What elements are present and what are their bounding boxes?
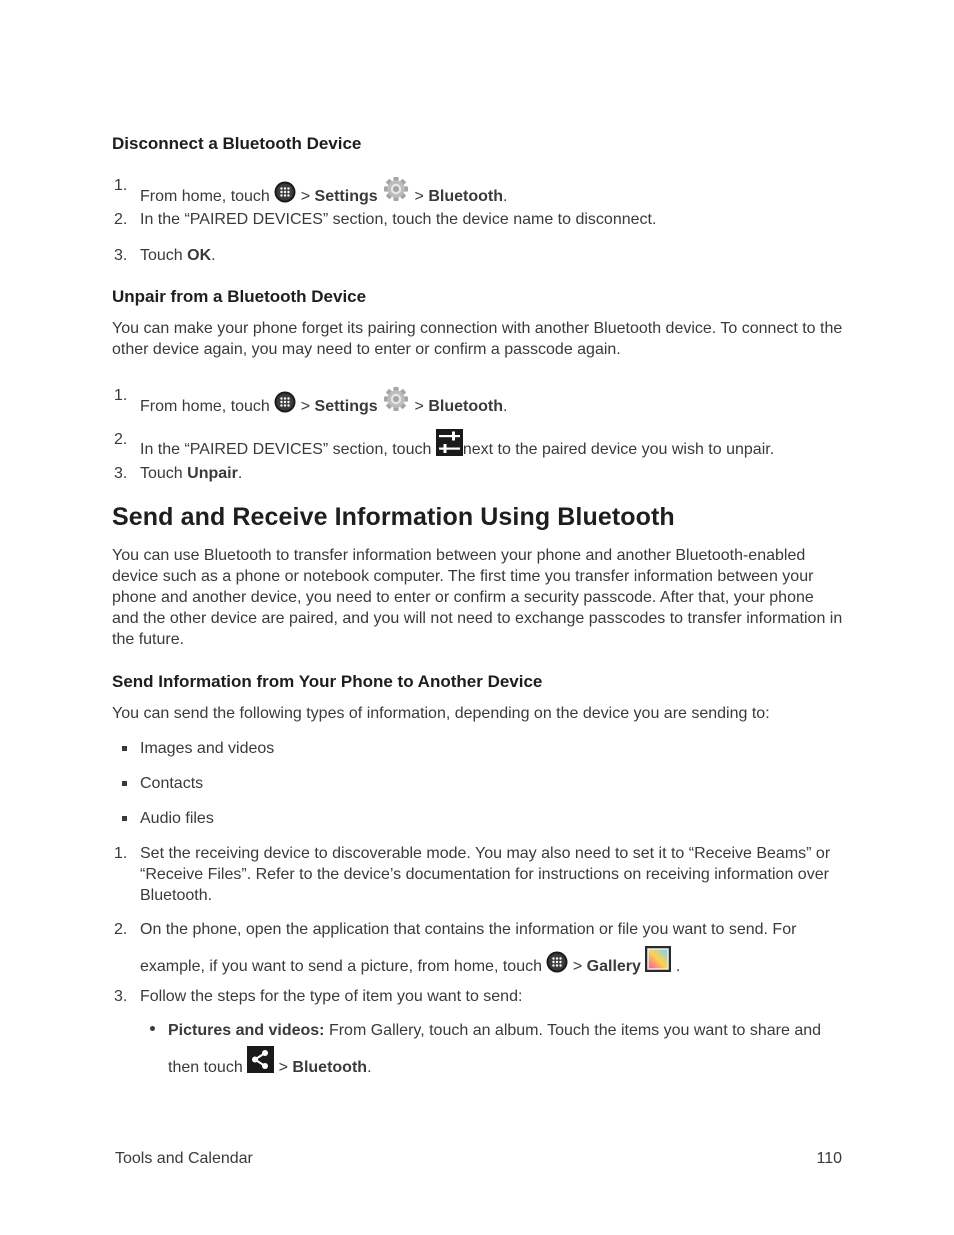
apps-icon <box>546 951 568 973</box>
unpair-intro: You can make your phone forget its pairing connection with another Bluetooth device. To connect to the other device again, you may need to enter or confirm a passcode again. <box>112 320 843 358</box>
bullet <box>122 816 127 821</box>
bullet <box>122 781 127 786</box>
send-info-intro: You can send the following types of information, depending on the device you are sending to: <box>112 705 770 722</box>
device-settings-icon <box>436 429 463 456</box>
share-icon <box>247 1046 274 1073</box>
settings-gear-icon <box>382 385 410 413</box>
page-footer <box>115 1150 842 1168</box>
footer-section-name: Tools and Calendar <box>115 1150 253 1167</box>
bullet <box>122 746 127 751</box>
heading-unpair: Unpair from a Bluetooth Device <box>112 287 367 306</box>
settings-gear-icon <box>382 175 410 203</box>
apps-icon <box>274 181 296 203</box>
apps-icon <box>274 391 296 413</box>
heading-disconnect: Disconnect a Bluetooth Device <box>112 134 362 153</box>
section-title: Send and Receive Information Using Bluetooth <box>112 503 675 531</box>
gallery-icon <box>645 946 671 972</box>
heading-send-info: Send Information from Your Phone to Another Device <box>112 672 543 691</box>
bullet <box>150 1026 155 1031</box>
send-receive-intro: You can use Bluetooth to transfer information between your phone and another Bluetooth-enabled device such as a phone or notebook computer. The first time you transfer information between your phone and another device, you need to enter or confirm a security passcode. After that, your phone and the other device are paired, and you will not need to exchange passcodes to transfer information in the future. <box>112 547 843 648</box>
page-number: 110 <box>816 1150 842 1167</box>
